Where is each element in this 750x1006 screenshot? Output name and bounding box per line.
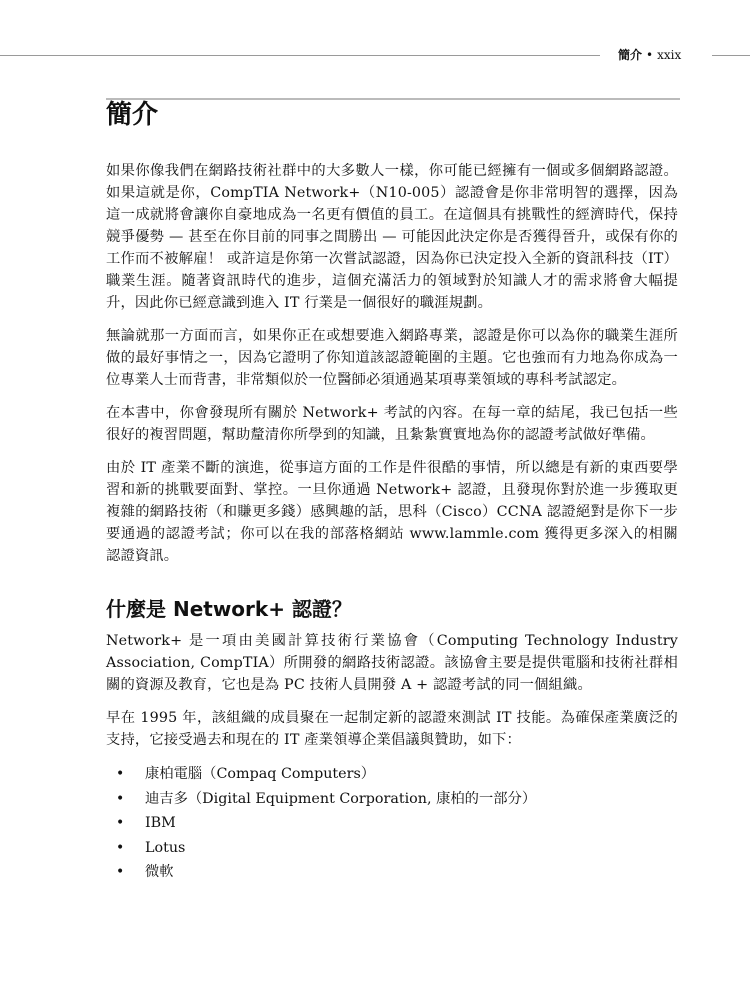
section-paragraph-1: Network+ 是一項由美國計算技術行業協會（Computing Technology Industry Association, CompTIA）所開發的網路技術認證。該協會主要是提供電腦和技術社群相關的資源及教育，它也是為 PC 技術人員開發 A + 認證考試的同一個組織。 [106, 633, 678, 693]
sponsor-list [106, 762, 678, 885]
chapter-title: 簡介 [106, 100, 159, 130]
bullet-icon: • [116, 790, 125, 807]
bullet-icon: • [116, 815, 125, 831]
header-rule-right [712, 55, 750, 56]
main-content [106, 160, 678, 885]
sponsor-name: Lotus [145, 839, 186, 856]
list-item [106, 762, 678, 787]
title-rule [106, 98, 680, 100]
page-number: xxix [657, 48, 682, 62]
list-item [106, 860, 678, 885]
sponsor-name: 微軟 [145, 864, 174, 880]
sponsor-name: 迪吉多（Digital Equipment Corporation, 康柏的一部分） [145, 790, 537, 807]
sponsor-name: 康柏電腦（Compaq Computers） [145, 766, 376, 782]
list-item [106, 787, 678, 812]
section-heading: 什麼是 Network+ 認證？ [106, 597, 352, 621]
bullet-icon: • [116, 839, 125, 856]
running-head [618, 46, 681, 63]
bullet-icon: • [116, 864, 125, 880]
intro-paragraph-1: 如果你像我們在網路技術社群中的大多數人一樣，你可能已經擁有一個或多個網路認證。如果這就是你，CompTIA Network+（N10-005）認證會是你非常明智的選擇，因為這一成就將會讓你自豪地成為一名更有價值的員工。在這個具有挑戰性的經濟時代，保持競爭優勢 — 甚至在你目前的同事之間勝出 — 可能因此決定你是否獲得晉升，或保有你的工作而不被解雇！ 或許這是你第一次嘗試認證，因為你已決定投入全新的資訊科技（IT）職業生涯。隨著資訊時代的進步，這個充滿活力的領域對於知識人才的需求將會大幅提升，因此你已經意識到進入 IT 行業是一個很好的職涯規劃。 [106, 163, 678, 311]
list-item [106, 811, 678, 836]
section-paragraph-2: 早在 1995 年，該組織的成員聚在一起制定新的認證來測試 IT 技能。為確保產業廣泛的支持，它接受過去和現在的 IT 產業領導企業倡議與贊助，如下： [106, 710, 678, 748]
bullet-icon: • [116, 766, 125, 782]
intro-paragraph-2: 無論就那一方面而言，如果你正在或想要進入網路專業，認證是你可以為你的職業生涯所做的最好事情之一，因為它證明了你知道該認證範圍的主題。它也強而有力地為你成為一位專業人士而背書，非常類似於一位醫師必須通過某項專業領域的專科考試認定。 [106, 328, 678, 388]
list-item [106, 836, 678, 861]
intro-paragraph-4: 由於 IT 產業不斷的演進，從事這方面的工作是件很酷的事情，所以總是有新的東西要學習和新的挑戰要面對、掌控。一旦你通過 Network+ 認證，且發現你對於進一步獲取更複雜的網路技術（和賺更多錢）感興趣的話，思科（Cisco）CCNA 認證絕對是你下一步要通過的認證考試；你可以在我的部落格網站 www.lammle.com 獲得更多深入的相關認證資訊。 [106, 460, 678, 564]
intro-paragraph-3: 在本書中，你會發現所有關於 Network+ 考試的內容。在每一章的結尾，我已包括一些很好的複習問題，幫助釐清你所學到的知識，且紮紮實實地為你的認證考試做好準備。 [106, 405, 678, 443]
running-head-bullet-icon: • [646, 48, 654, 62]
header-rule-left [0, 55, 600, 56]
running-title: 簡介 [618, 48, 643, 62]
sponsor-name: IBM [145, 815, 176, 831]
